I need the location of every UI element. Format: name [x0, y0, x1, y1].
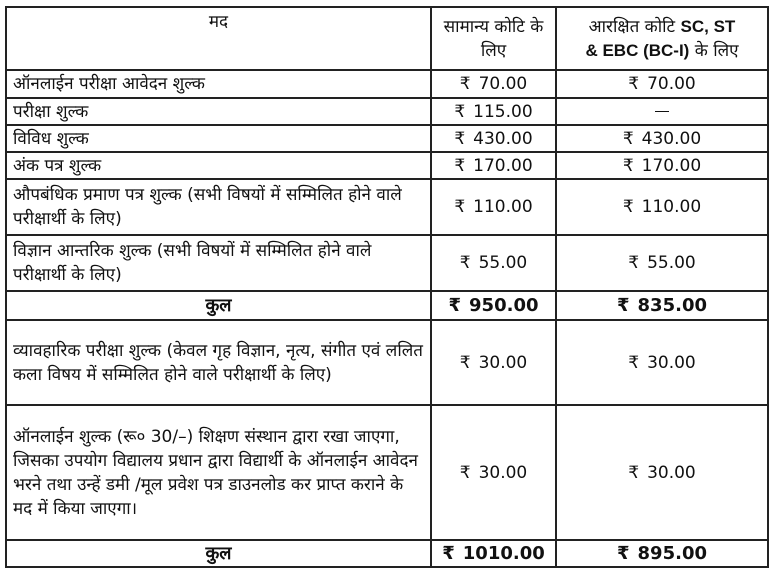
rupee-symbol: ₹: [454, 197, 466, 217]
rupee-symbol: ₹: [622, 197, 634, 217]
item-cell: विविध शुल्क: [6, 125, 431, 152]
general-amount: 30.00: [478, 352, 528, 373]
item-cell: अंक पत्र शुल्क: [6, 152, 431, 179]
total-row: [6, 540, 768, 567]
not-applicable-dash: [655, 111, 669, 112]
general-amount: 1010.00: [462, 543, 545, 564]
header-row: [6, 7, 768, 70]
rupee-symbol: ₹: [459, 74, 471, 94]
item-cell: औपबंधिक प्रमाण पत्र शुल्क (सभी विषयों में सम्मिलित होने वाले परीक्षार्थी के लिए): [6, 179, 431, 235]
reserved-amount-cell: [556, 235, 768, 291]
general-amount: 55.00: [478, 253, 528, 273]
reserved-amount-cell: [556, 405, 768, 540]
reserved-amount: 430.00: [641, 128, 702, 149]
general-amount-cell: [431, 320, 556, 405]
general-amount-cell: [431, 405, 556, 540]
table-row: [6, 125, 768, 152]
rupee-symbol: ₹: [617, 295, 630, 316]
item-cell: कुल: [6, 291, 431, 320]
general-amount-cell: [431, 152, 556, 179]
item-cell: व्यावहारिक परीक्षा शुल्क (केवल गृह विज्ञान, नृत्य, संगीत एवं ललित कला विषय में सम्मिलित होने वाले परीक्षार्थी के लिए): [6, 320, 431, 405]
reserved-amount: 110.00: [641, 197, 702, 217]
rupee-symbol: ₹: [628, 74, 640, 94]
rupee-symbol: ₹: [448, 295, 462, 316]
reserved-amount-cell: [556, 152, 768, 179]
reserved-amount: 70.00: [647, 74, 696, 94]
fee-table: [5, 6, 769, 568]
rupee-symbol: ₹: [459, 352, 471, 373]
reserved-amount: 55.00: [647, 253, 696, 273]
rupee-symbol: ₹: [459, 462, 471, 483]
table-row: [6, 152, 768, 179]
general-amount: 950.00: [469, 295, 539, 316]
reserved-amount: 30.00: [647, 352, 696, 373]
rupee-symbol: ₹: [617, 543, 630, 564]
reserved-amount-cell: [556, 320, 768, 405]
header-reserved-bold2: & EBC (BC-I): [585, 40, 690, 60]
rupee-symbol: ₹: [628, 253, 640, 273]
header-reserved-prefix: आरक्षित कोटि: [588, 16, 681, 37]
general-amount: 30.00: [478, 462, 528, 483]
reserved-amount-cell: [556, 179, 768, 235]
table-row: [6, 98, 768, 125]
table-row: [6, 405, 768, 540]
general-amount: 170.00: [473, 155, 533, 176]
general-amount-cell: [431, 98, 556, 125]
fee-rows: [6, 70, 768, 567]
total-row: [6, 291, 768, 320]
item-cell: कुल: [6, 540, 431, 567]
header-reserved-suffix: के लिए: [689, 40, 739, 61]
rupee-symbol: ₹: [454, 101, 466, 122]
rupee-symbol: ₹: [622, 128, 634, 149]
reserved-amount-cell: [556, 98, 768, 125]
header-general: सामान्य कोटि के लिए: [431, 7, 556, 70]
rupee-symbol: ₹: [628, 462, 640, 483]
general-amount-cell: [431, 235, 556, 291]
reserved-amount: 170.00: [641, 155, 702, 176]
item-cell: ऑनलाईन शुल्क (रू० 30/–) शिक्षण संस्थान द्वारा रखा जाएगा, जिसका उपयोग विद्यालय प्रधान द्वारा विद्यार्थी के ऑनलाईन आवेदन भरने तथा उन्हें डमी /मूल प्रवेश पत्र डाउनलोड कर प्राप्त कराने के मद में किया जाएगा।: [6, 405, 431, 540]
table-row: [6, 235, 768, 291]
reserved-amount-cell: [556, 125, 768, 152]
rupee-symbol: ₹: [459, 253, 471, 273]
general-amount: 110.00: [473, 197, 533, 217]
reserved-amount-cell: [556, 70, 768, 98]
rupee-symbol: ₹: [454, 155, 466, 176]
item-cell: ऑनलाईन परीक्षा आवेदन शुल्क: [6, 70, 431, 98]
general-amount-cell: [431, 179, 556, 235]
table-row: [6, 70, 768, 98]
general-amount: 115.00: [473, 101, 533, 122]
rupee-symbol: ₹: [622, 155, 634, 176]
header-item: मद: [6, 7, 431, 70]
reserved-amount: 30.00: [647, 462, 696, 483]
table-row: [6, 179, 768, 235]
item-cell: विज्ञान आन्तरिक शुल्क (सभी विषयों में सम्मिलित होने वाले परीक्षार्थी के लिए): [6, 235, 431, 291]
table-row: [6, 320, 768, 405]
general-amount-cell: [431, 125, 556, 152]
general-amount-cell: [431, 291, 556, 320]
general-amount: 70.00: [478, 74, 528, 94]
header-reserved: [556, 7, 768, 70]
item-cell: परीक्षा शुल्क: [6, 98, 431, 125]
reserved-amount: 895.00: [637, 543, 707, 564]
reserved-amount-cell: [556, 291, 768, 320]
general-amount-cell: [431, 540, 556, 567]
header-reserved-bold1: SC, ST: [680, 16, 736, 36]
general-amount-cell: [431, 70, 556, 98]
rupee-symbol: ₹: [628, 352, 640, 373]
reserved-amount: 835.00: [637, 295, 707, 316]
general-amount: 430.00: [473, 128, 533, 149]
rupee-symbol: ₹: [442, 543, 455, 564]
rupee-symbol: ₹: [454, 128, 466, 149]
reserved-amount-cell: [556, 540, 768, 567]
